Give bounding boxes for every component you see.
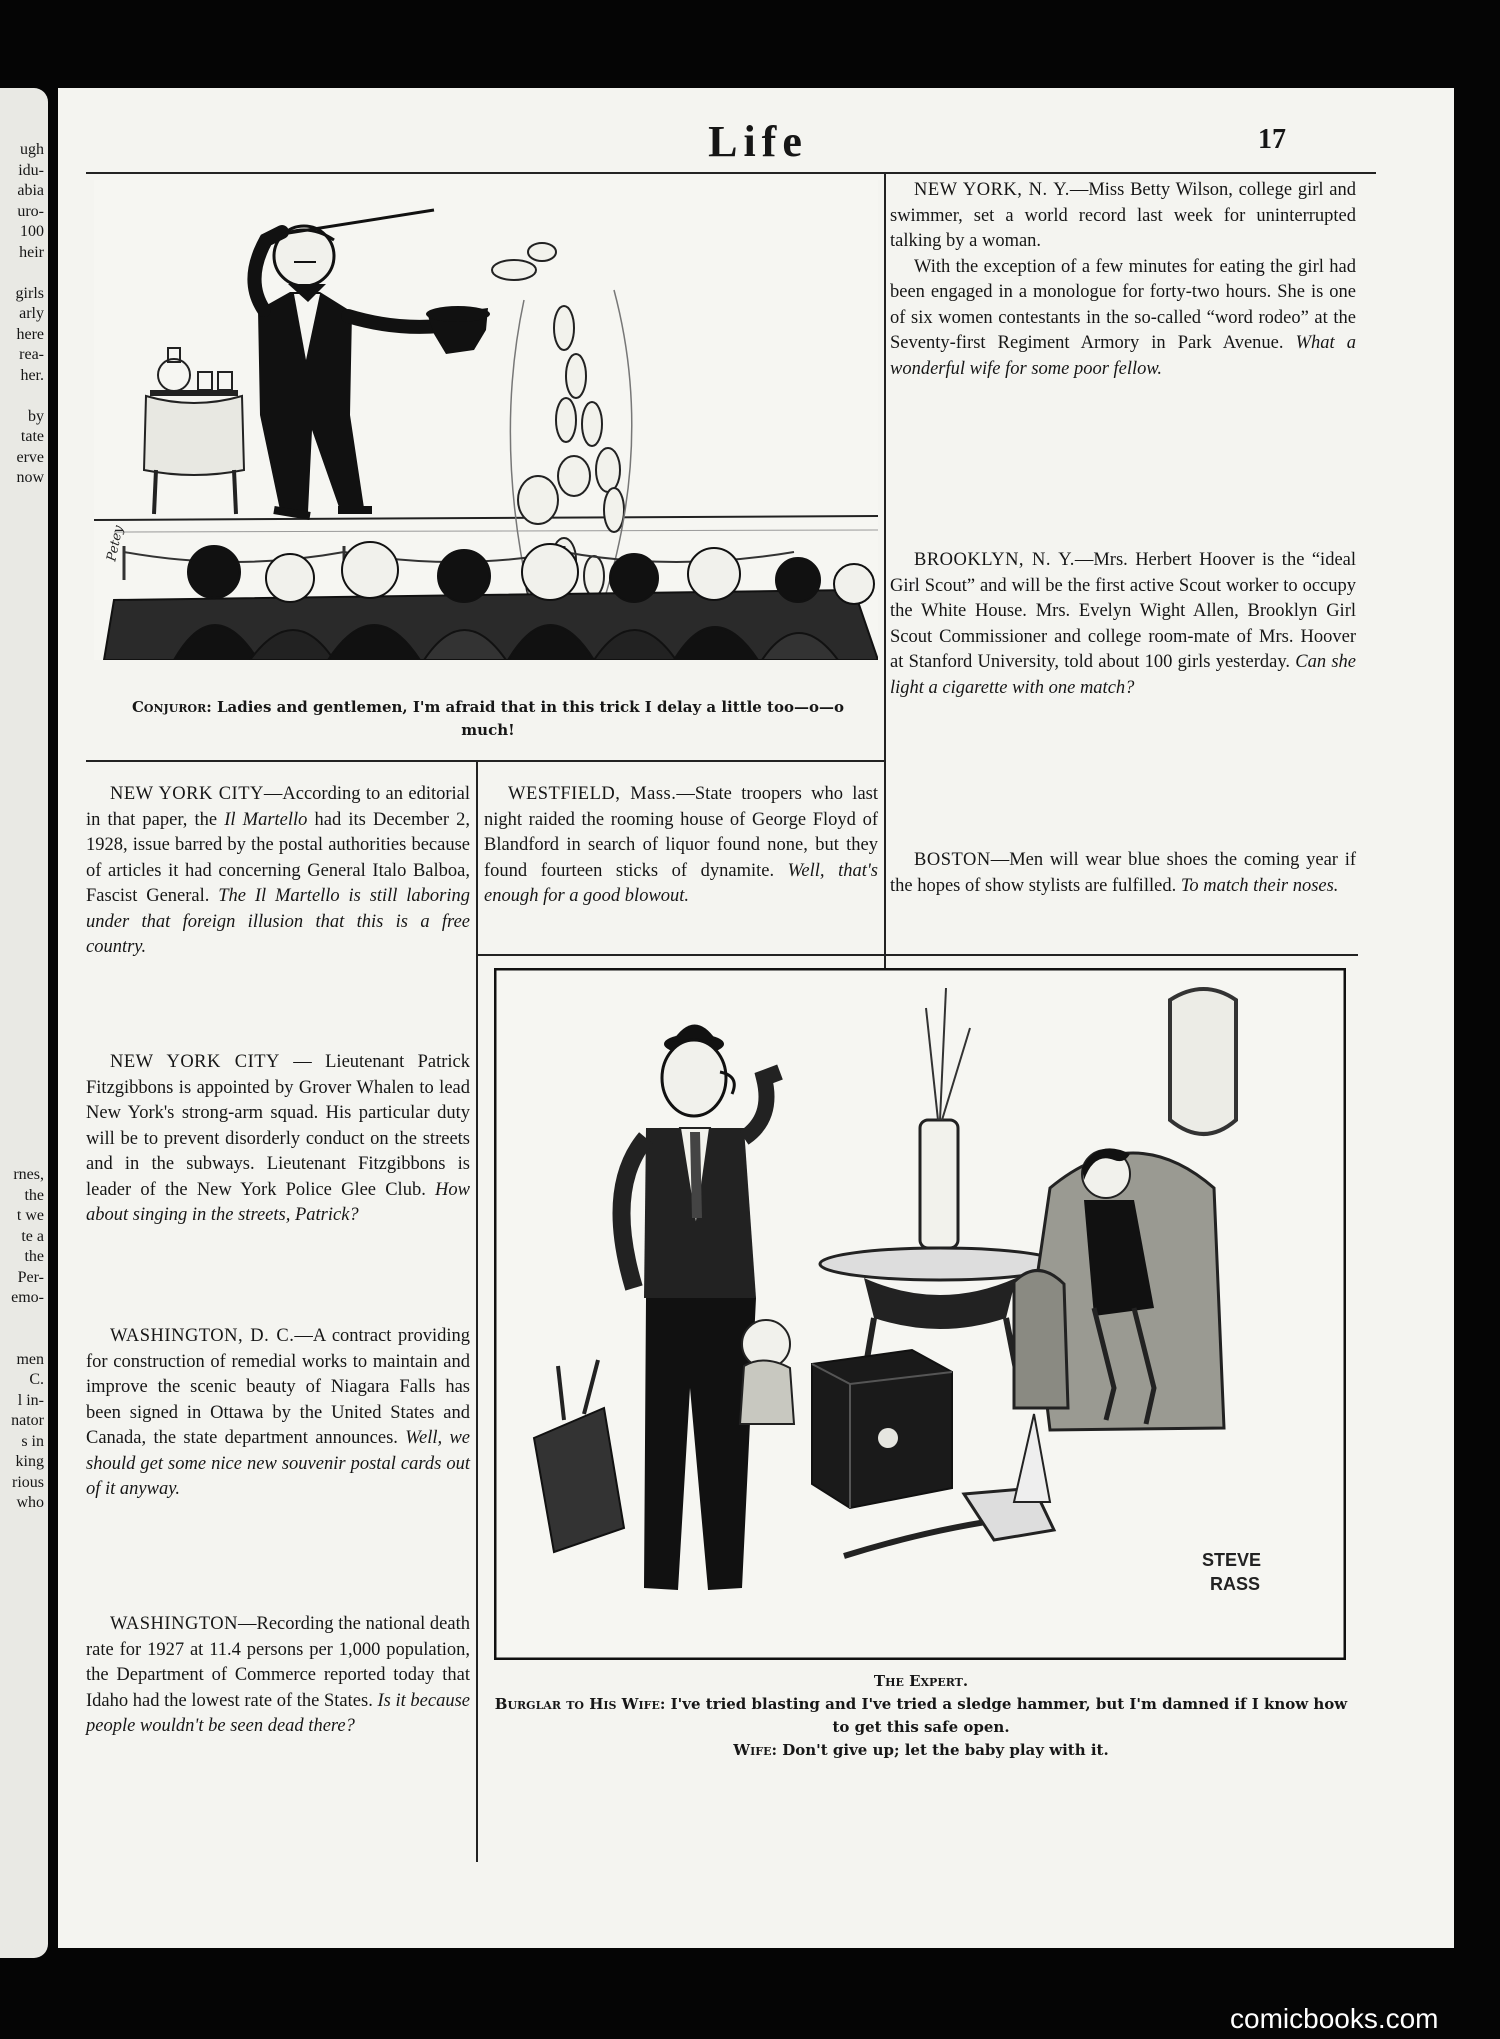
dateline: WASHINGTON, D. C. [110, 1326, 295, 1346]
facing-page-fragment: girls [15, 284, 44, 302]
item-quip: is still laboring under that foreign illusion that this is a free country. [86, 886, 471, 957]
facing-page-fragment: Per- [17, 1268, 44, 1286]
cartoon2-caption [488, 1670, 1354, 1762]
dateline: BROOKLYN, N. Y. [914, 550, 1075, 570]
dateline: NEW YORK CITY [110, 784, 264, 804]
cartoon2-signature-line2: RASS [1210, 1574, 1261, 1594]
watermark: comicbooks.com [1230, 2003, 1439, 2034]
facing-page-fragment: by [28, 407, 44, 425]
item-body: —State troopers who last night raided the rooming house of George Floyd of Blandford in search of liquor found none, but they found fourteen sticks of dynamite. [484, 784, 878, 881]
rule-above-cartoon2 [476, 954, 1358, 956]
facing-page-fragment: the [24, 1186, 44, 1204]
expert-cartoon [494, 968, 1346, 1660]
facing-page-fragment: rious [12, 1473, 44, 1491]
facing-page-fragment: s in [21, 1432, 44, 1450]
facing-page-fragment: t we [16, 1207, 44, 1224]
item-body: —According to an editorial in that paper, the [86, 784, 471, 830]
item-quip: Can she light a cigarette with one match? [890, 652, 1356, 698]
facing-page-fragment: heir [19, 243, 44, 261]
item-washington [86, 1612, 470, 1740]
item-body: had its December 2, 1928, issue barred by the postal authorities because of articles it had concerning General Italo Balboa, Fascist General. [86, 809, 470, 906]
facing-page-fragment: here [16, 325, 44, 343]
item-ny-betty-wilson [890, 178, 1356, 382]
cartoon2-speaker-burglar: Burglar to His Wife: [494, 1695, 666, 1713]
rule-right-column [884, 172, 886, 1022]
dateline: WESTFIELD, Mass. [508, 784, 677, 804]
facing-page-fragment: C. [29, 1371, 44, 1388]
item-quip: To match their noses. [1180, 875, 1339, 896]
conjuror-cartoon [94, 180, 878, 660]
item-body: —Recording the national death rate for 1927 at 11.4 persons per 1,000 population, the Department of Commerce reported today that Idaho had the lowest rate of the States. [86, 1614, 470, 1711]
previous-page-edge [0, 88, 48, 1958]
cartoon2-speaker-wife: Wife: [733, 1741, 777, 1759]
facing-page-fragment: arly [19, 305, 44, 322]
facing-page-fragment: who [16, 1494, 44, 1511]
item-nyc-fitzgibbons [86, 1050, 470, 1229]
item-quip: Well, we should get some nice new souvenir postal cards out of it anyway. [86, 1428, 471, 1499]
item-nyc-il-martello [86, 782, 470, 961]
item-washington-dc [86, 1324, 470, 1503]
cartoon1-signature: Petey [104, 524, 127, 563]
item-paper-name: Il Martello [224, 809, 308, 830]
dateline: BOSTON [914, 850, 991, 870]
item-boston [890, 848, 1356, 899]
dateline: NEW YORK, N. Y. [914, 180, 1070, 200]
cartoon1-caption-text: Ladies and gentlemen, I'm afraid that in this trick I delay a little too—o—o much! [216, 698, 845, 739]
facing-page-fragment: emo- [11, 1289, 44, 1306]
cartoon1-caption [118, 696, 858, 742]
item-quip: Is it because people wouldn't be seen dead there? [86, 1690, 471, 1736]
item-body: With the exception of a few minutes for eating the girl had been engaged in a monologue for forty-two hours. She is one of six women contestants in the so-called “word rodeo” at the Seventy-first Regiment Armory in Park Avenue. [890, 256, 1356, 353]
facing-page-fragment: l in- [17, 1391, 44, 1409]
item-brooklyn [890, 548, 1356, 701]
top-rule [86, 172, 1376, 174]
item-body: —Miss Betty Wilson, college girl and swimmer, set a world record last week for uninterrupted talking by a woman. [890, 180, 1357, 251]
facing-page-fragment: te a [21, 1227, 44, 1245]
facing-page-fragment: erve [16, 448, 44, 466]
facing-page-fragment: rea- [19, 346, 44, 363]
facing-page-fragment: ugh [20, 141, 44, 158]
item-quip: Well, that's enough for a good blowout. [484, 860, 879, 906]
item-body: —Men will wear blue shoes the coming year if the hopes of show stylists are fulfilled. [890, 850, 1356, 896]
page-number: 17 [1258, 124, 1286, 155]
facing-page-fragment: men [16, 1350, 44, 1368]
magazine-page [58, 88, 1454, 1948]
cartoon2-line1: I've tried blasting and I've tried a sledge hammer, but I'm damned if I know how to get this safe open. [670, 1695, 1348, 1736]
item-body: — Lieutenant Patrick Fitzgibbons is appointed by Grover Whalen to lead New York's strong-arm squad. His particular duty will be to prevent disorderly conduct on the streets and in the subways. Lieutenant Fitzgibbons is leader of the New York Police Glee Club. [86, 1052, 470, 1200]
facing-page-fragment: tate [20, 428, 44, 445]
dateline: WASHINGTON [110, 1614, 238, 1634]
facing-page-fragment: uro- [17, 202, 44, 220]
item-quip: How about singing in the streets, Patrick? [86, 1179, 470, 1225]
facing-page-fragment: idu- [18, 161, 44, 179]
facing-page-fragment: now [16, 469, 44, 486]
cartoon2-line2: Don't give up; let the baby play with it. [782, 1741, 1109, 1759]
cartoon2-signature-line1: STEVE [1202, 1550, 1262, 1570]
facing-page-fragment: king [15, 1453, 44, 1470]
cartoon2-title: The Expert. [873, 1672, 969, 1690]
rule-left-column [476, 760, 478, 1862]
facing-page-fragment: the [24, 1248, 44, 1265]
facing-page-fragment: 100 [20, 223, 44, 240]
facing-page-fragment: nator [11, 1412, 44, 1429]
dateline: NEW YORK CITY [110, 1052, 280, 1072]
item-body: —A contract providing for construction of remedial works to maintain and improve the scenic beauty of Niagara Falls has been signed in Ottawa by the United States and Canada, the state department announces. [86, 1326, 471, 1448]
item-quip: The Il Martello [218, 886, 340, 906]
masthead-title: Life [708, 117, 808, 166]
item-westfield [484, 782, 878, 910]
item-quip: What a wonderful wife for some poor fellow. [890, 333, 1357, 379]
facing-page-fragment: rnes, [13, 1166, 44, 1183]
facing-page-fragment: her. [20, 366, 44, 384]
rule-under-cartoon [86, 760, 886, 762]
item-body: —Mrs. Herbert Hoover is the “ideal Girl Scout” and will be the first active Scout worker to occupy the White House. Mrs. Evelyn Wight Allen, Brooklyn Girl Scout Commissioner and college room-mate of Mrs. Hoover at Stanford University, told about 100 girls yesterday. [890, 550, 1357, 672]
facing-page-fragment: abia [17, 182, 44, 199]
cartoon1-speaker: Conjuror: [131, 698, 212, 716]
